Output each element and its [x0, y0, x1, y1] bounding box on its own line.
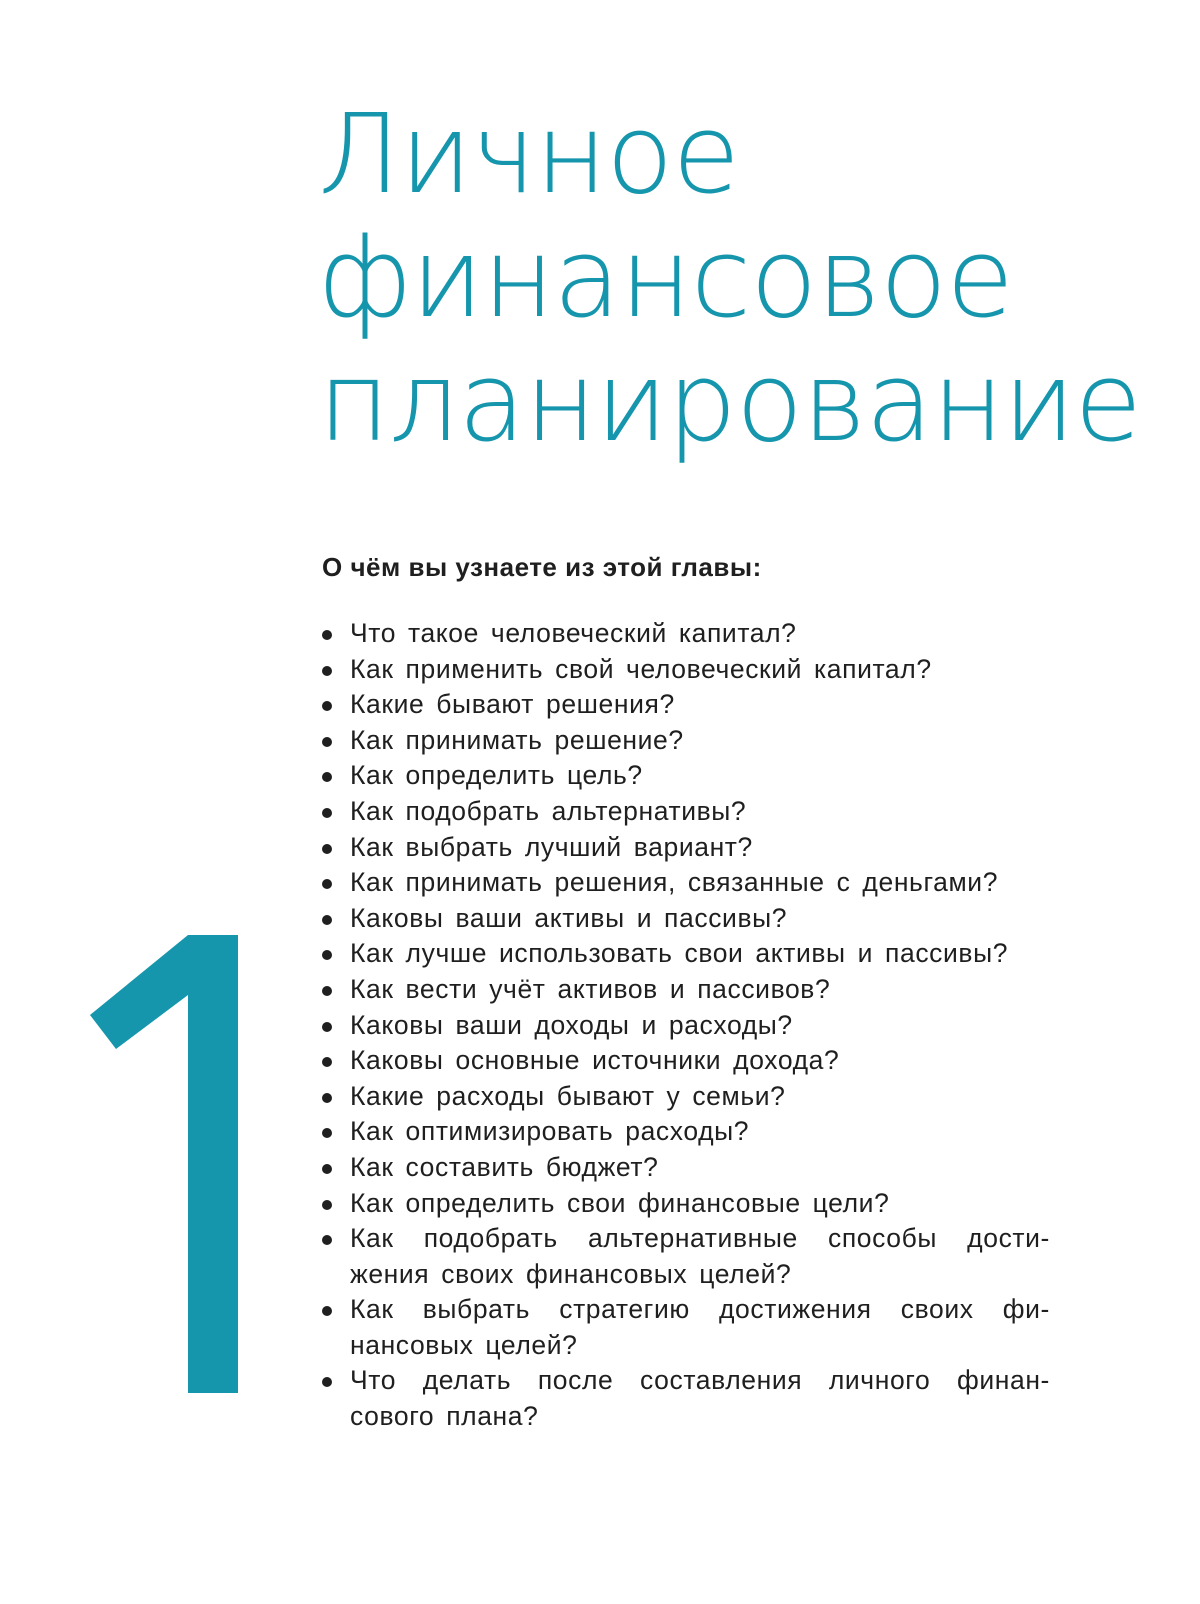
topic-item — [322, 1043, 1050, 1079]
topic-item — [322, 972, 1050, 1008]
topic-text: Что делать после составления личного финан-сового плана? — [350, 1365, 1050, 1432]
bullet-icon — [322, 986, 332, 996]
topic-text: Как вести учёт активов и пассивов? — [350, 973, 831, 1004]
topic-text: Как выбрать лучший вариант? — [350, 831, 753, 862]
topic-list — [322, 616, 1050, 1435]
topic-item — [322, 616, 1050, 652]
topic-item — [322, 1292, 1050, 1363]
chapter-title-line: Личное — [318, 90, 740, 218]
chapter-title — [318, 92, 1141, 464]
topic-text: Как выбрать стратегию достижения своих фи-нансовых целей? — [350, 1294, 1050, 1360]
bullet-icon — [322, 666, 332, 676]
chapter-number-glyph — [88, 935, 248, 1427]
bullet-icon — [322, 630, 332, 640]
bullet-icon — [322, 737, 332, 747]
bullet-icon — [322, 879, 332, 889]
topic-text: Как подобрать альтернативы? — [350, 795, 747, 826]
chapter-title-line: планирование — [318, 338, 1142, 466]
topic-text: Как применить свой человеческий капитал? — [350, 653, 932, 684]
topic-text: Как лучше использовать свои активы и пассивы? — [350, 938, 1009, 969]
topic-item — [322, 1186, 1050, 1222]
bullet-icon — [322, 950, 332, 960]
chapter-number — [88, 935, 248, 1427]
topic-item — [322, 1008, 1050, 1044]
bullet-icon — [322, 1377, 332, 1387]
bullet-icon — [322, 1306, 332, 1316]
topic-text: Как принимать решения, связанные с деньгами? — [350, 867, 999, 898]
bullet-icon — [322, 808, 332, 818]
topic-item — [322, 1221, 1050, 1292]
topic-text: Каковы основные источники дохода? — [350, 1045, 840, 1076]
topic-text: Как принимать решение? — [350, 724, 684, 755]
topic-item — [322, 1363, 1050, 1434]
bullet-icon — [322, 1022, 332, 1032]
topic-text: Каковы ваши активы и пассивы? — [350, 902, 788, 933]
bullet-icon — [322, 701, 332, 711]
bullet-icon — [322, 1128, 332, 1138]
topic-item — [322, 1079, 1050, 1115]
intro-heading: О чём вы узнаете из этой главы: — [322, 552, 762, 582]
bullet-icon — [322, 1093, 332, 1103]
topic-item — [322, 865, 1050, 901]
topic-item — [322, 936, 1050, 972]
bullet-icon — [322, 1164, 332, 1174]
bullet-icon — [322, 772, 332, 782]
chapter-title-line: финансовое — [318, 214, 1013, 342]
topic-item — [322, 1150, 1050, 1186]
topic-text: Какие расходы бывают у семьи? — [350, 1080, 786, 1111]
topic-item — [322, 652, 1050, 688]
topic-item — [322, 687, 1050, 723]
topic-text: Каковы ваши доходы и расходы? — [350, 1009, 793, 1040]
topic-item — [322, 758, 1050, 794]
bullet-icon — [322, 1235, 332, 1245]
topic-item — [322, 723, 1050, 759]
topic-item — [322, 830, 1050, 866]
topic-item — [322, 901, 1050, 937]
bullet-icon — [322, 1057, 332, 1067]
topic-item — [322, 1114, 1050, 1150]
topic-text: Как определить свои финансовые цели? — [350, 1187, 890, 1218]
topic-text: Как оптимизировать расходы? — [350, 1116, 750, 1147]
bullet-icon — [322, 844, 332, 854]
topic-text: Какие бывают решения? — [350, 689, 675, 720]
topic-item — [322, 794, 1050, 830]
bullet-icon — [322, 915, 332, 925]
topic-text: Что такое человеческий капитал? — [350, 618, 797, 648]
topic-text: Как определить цель? — [350, 760, 643, 791]
bullet-icon — [322, 1200, 332, 1210]
topic-text: Как составить бюджет? — [350, 1151, 659, 1182]
topic-text: Как подобрать альтернативные способы дости-жения своих финансовых целей? — [350, 1223, 1050, 1289]
